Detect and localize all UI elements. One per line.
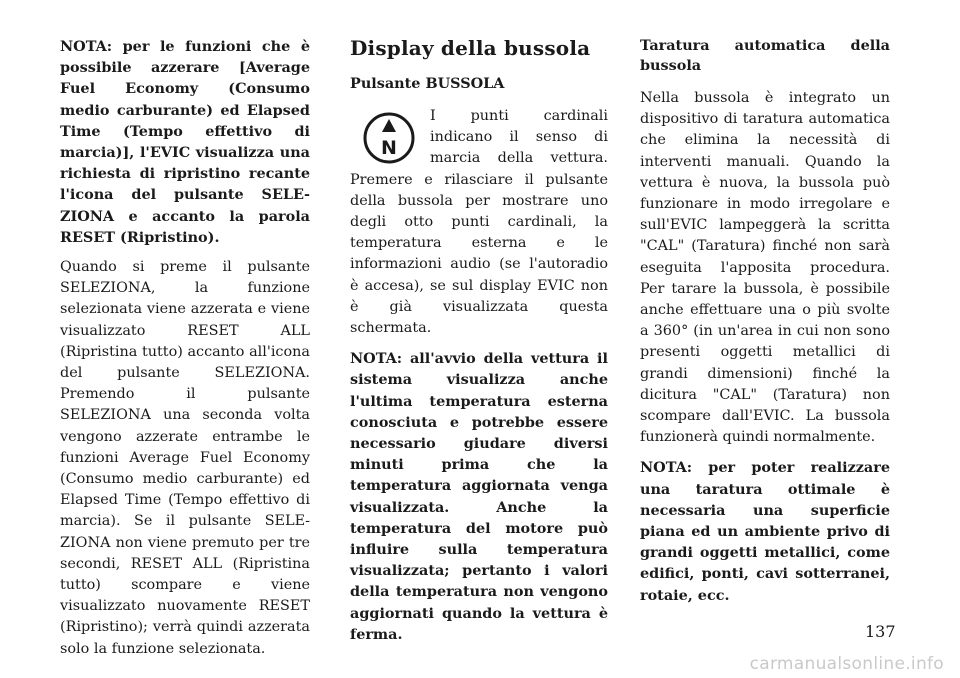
note-temperature: NOTA: all'avvio della vettura il sistema visualizza anche l'ultima temperatura esterna conosciuta e potrebbe essere necessario giudare diversi minuti prima che la temperatura aggiornata venga visualizzata. Anche la temperatura del motore può influire sulla temperatura visualizzata; pertanto i valori della temperatura non vengono aggiornati quando la vettura è ferma.: [350, 350, 608, 643]
middle-column: [350, 36, 608, 654]
auto-calibration-heading: Taratura automatica della bussola: [640, 37, 890, 74]
compass-paragraph: I punti cardinali indicano il senso di marcia della vettura. Premere e rilasciare il pulsante della bussola per mostrare uno degli otto punti cardinali, la temperatura esterna e le informazioni audio (se l'autoradio è accesa), se sul display EVIC non è già visualizzata questa schermata.: [350, 108, 608, 337]
right-column: [640, 36, 890, 615]
compass-block: [350, 106, 608, 339]
compass-button-subheading: Pulsante BUSSOLA: [350, 75, 505, 92]
note-reset-functions: NOTA: per le funzioni che è possibile azzerare [Average Fuel Economy (Consumo medio carburante) ed Elapsed Time (Tempo effettivo di marcia)], l'EVIC visualizza una richiesta di ripristino recante l'icona del pulsante SELEZIONA e accanto la parola RESET (Ripristino).: [60, 38, 310, 246]
left-column: [60, 36, 310, 669]
section-title: Display della bussola: [350, 36, 591, 60]
page-number: 137: [865, 622, 896, 641]
watermark: carmanualsonline.info: [749, 654, 944, 674]
note-calibration: NOTA: per poter realizzare una taratura ottimale è necessaria una superficie piana ed un ambiente privo di grandi oggetti metallici, come edifici, ponti, cavi sotterranei, rotaie, ecc.: [640, 459, 890, 604]
compass-north-icon: [362, 110, 416, 166]
compass-letter: N: [381, 137, 397, 159]
calibration-paragraph: Nella bussola è integrato un dispositivo di taratura automatica che elimina la necessità di interventi manuali. Quando la vettura è nuova, la bussola può funzionare in modo irregolare e sull'EVIC lampeggerà la scritta "CAL" (Taratura) finché non sarà eseguita l'apposita procedura. Per tarare la bussola, è possibile anche effettuare una o più svolte a 360° (in un'area in cui non sono presenti oggetti metallici di grandi dimensioni) finché la dicitura "CAL" (Taratura) non scompare dall'EVIC. La bussola funzionerà quindi normalmente.: [640, 90, 890, 446]
select-button-paragraph: Quando si preme il pulsante SELEZIONA, la funzione selezionata viene azzerata e viene visualizzato RESET ALL (Ripristina tutto) accanto all'icona del pulsante SELEZIONA. Premendo il pulsante SELEZIONA una seconda volta vengono azzerate entrambe le funzioni Average Fuel Economy (Consumo medio carburante) ed Elapsed Time (Tempo effettivo di marcia). Se il pulsante SELEZIONA non viene premuto per tre secondi, RESET ALL (Ripristina tutto) scompare e viene visualizzato nuovamente RESET (Ripristino); verrà quindi azzerata solo la funzione selezionata.: [60, 259, 310, 657]
